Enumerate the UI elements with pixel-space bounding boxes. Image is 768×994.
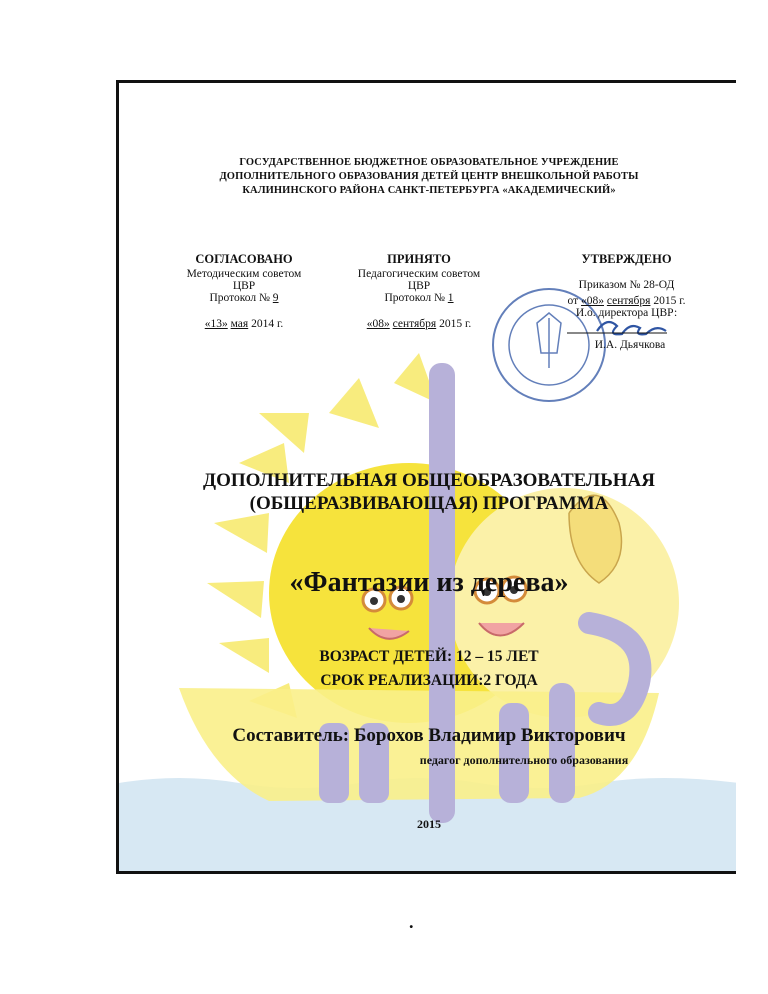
- agreed-block: [169, 252, 319, 330]
- date-day: «08»: [366, 318, 390, 330]
- date-day: «13»: [204, 318, 228, 330]
- implementation-term: СРОК РЕАЛИЗАЦИИ:2 ГОДА: [320, 672, 538, 689]
- date-prefix: от: [567, 295, 581, 307]
- accepted-line-1: Педагогическим советом: [357, 268, 481, 280]
- agreed-title: СОГЛАСОВАНО: [195, 252, 293, 266]
- program-title-line-2: (ОБЩЕРАЗВИВАЮЩАЯ) ПРОГРАММА: [249, 493, 609, 514]
- header-line-1: ГОСУДАРСТВЕННОЕ БЮДЖЕТНОЕ ОБРАЗОВАТЕЛЬНОЕ УЧРЕЖДЕНИЕ: [239, 157, 619, 168]
- director-name: И.А. Дьячкова: [594, 339, 666, 351]
- header-line-3: КАЛИНИНСКОГО РАЙОНА САНКТ-ПЕТЕРБУРГА «АКАДЕМИЧЕСКИЙ»: [242, 185, 616, 196]
- author-role: педагог дополнительного образования: [419, 753, 629, 767]
- document-frame: [116, 80, 736, 874]
- author-line: Составитель: Борохов Владимир Викторович: [232, 725, 626, 746]
- program-name: «Фантазии из дерева»: [289, 567, 569, 598]
- accepted-protocol: [339, 292, 499, 304]
- approved-order: Приказом № 28-ОД: [578, 279, 675, 291]
- approved-date: [539, 295, 714, 307]
- date-day: «08»: [581, 295, 604, 307]
- document-year: 2015: [417, 817, 441, 831]
- approved-acting: И.о. директора ЦВР:: [575, 307, 678, 319]
- date-month: сентября: [606, 295, 651, 307]
- program-title-line-1: ДОПОЛНИТЕЛЬНАЯ ОБЩЕОБРАЗОВАТЕЛЬНАЯ: [203, 470, 655, 491]
- agreed-line-2: ЦВР: [232, 280, 256, 292]
- accepted-title: ПРИНЯТО: [387, 252, 451, 266]
- protocol-number: 9: [272, 292, 279, 304]
- protocol-number: 1: [447, 292, 454, 304]
- accepted-block: [339, 252, 499, 330]
- approved-title: УТВЕРЖДЕНО: [581, 252, 672, 266]
- protocol-label: Протокол №: [384, 292, 448, 304]
- accepted-date: [339, 318, 499, 330]
- approved-block: [539, 252, 714, 319]
- footer-mark: .: [409, 912, 414, 932]
- date-year: 2015 г.: [650, 295, 686, 307]
- protocol-label: Протокол №: [209, 292, 273, 304]
- agreed-protocol: [169, 292, 319, 304]
- agreed-line-1: Методическим советом: [186, 268, 302, 280]
- date-year: 2015 г.: [436, 318, 472, 330]
- date-month: мая: [230, 318, 249, 330]
- date-month: сентября: [392, 318, 437, 330]
- accepted-line-2: ЦВР: [407, 280, 431, 292]
- children-age: ВОЗРАСТ ДЕТЕЙ: 12 – 15 ЛЕТ: [319, 648, 539, 665]
- header-line-2: ДОПОЛНИТЕЛЬНОГО ОБРАЗОВАНИЯ ДЕТЕЙ ЦЕНТР ВНЕШКОЛЬНОЙ РАБОТЫ: [219, 171, 639, 182]
- date-year: 2014 г.: [248, 318, 284, 330]
- agreed-date: [169, 318, 319, 330]
